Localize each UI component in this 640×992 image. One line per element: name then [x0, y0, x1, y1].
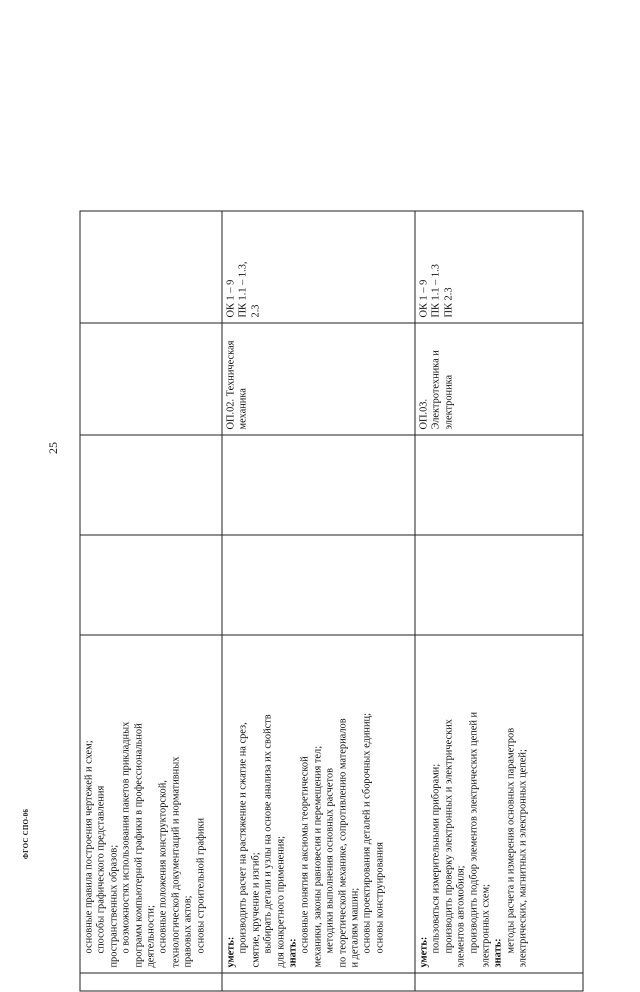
discipline-cell	[415, 323, 583, 435]
content-line: электронных схем;	[480, 884, 492, 968]
document-footer-label: ФГОС СПО-06	[22, 808, 30, 860]
content-line: технологической документаций и нормативных	[170, 756, 182, 968]
section-heading: знать:	[492, 938, 504, 968]
index-cell	[415, 973, 583, 991]
empty-cell	[222, 435, 415, 535]
discipline-line: ОП.02. Техническая	[225, 340, 237, 430]
empty-cell	[415, 535, 583, 635]
competency-line: ОК 1 – 9	[418, 279, 430, 318]
discipline-line: Электротехника и	[430, 350, 442, 430]
table-row	[222, 211, 415, 991]
content-line: основы строительной графики	[195, 818, 207, 954]
content-line: методы расчета и измерения основных параметров	[505, 727, 517, 954]
content-line: способы графического представления	[95, 785, 107, 954]
empty-cell	[80, 435, 222, 535]
competency-cell	[415, 211, 583, 323]
competency-line: ПК 1.1 – 1.3,	[237, 261, 249, 318]
content-line: производить подбор элементов электрических цепей и	[468, 711, 480, 954]
curriculum-table-rotated	[80, 212, 583, 992]
discipline-line: электроника	[443, 374, 455, 430]
discipline-line: механика	[237, 388, 249, 430]
discipline-cell	[80, 323, 222, 435]
content-line: основы конструирования	[374, 842, 386, 954]
empty-cell	[415, 435, 583, 535]
table-row	[415, 211, 583, 991]
section-heading: уметь:	[418, 936, 430, 968]
curriculum-table	[80, 211, 584, 992]
empty-cell	[80, 535, 222, 635]
discipline-line: ОП.03.	[418, 398, 430, 430]
content-line: деятельности;	[145, 905, 157, 968]
content-line: программ компьютерной графики в профессиональной	[133, 723, 145, 968]
content-line: основные правила построения чертежей и схем;	[83, 740, 95, 954]
content-line: методики выполнения основных расчетов	[324, 767, 336, 954]
content-line: выбирать детали и узлы на основе анализа их свойств	[262, 714, 274, 954]
competency-line: ПК 2.3	[443, 287, 455, 318]
content-line: элементов автомобиля;	[455, 865, 467, 968]
content-line: о возможностях использования пакетов прикладных	[120, 721, 132, 954]
section-heading: уметь:	[225, 936, 237, 968]
content-line: механики, законы равновесия и перемещения тел;	[312, 745, 324, 968]
content-line: правовых актов;	[182, 895, 194, 968]
content-line: производить расчет на растяжение и сжатие на срез,	[237, 722, 249, 954]
content-line: пользоваться измерительными приборами;	[430, 763, 442, 954]
content-cell	[415, 635, 583, 973]
competency-cell	[222, 211, 415, 323]
content-line: электрических, магнитных и электронных цепей;	[517, 749, 529, 968]
content-line: основы проектирования деталей и сборочных единиц;	[361, 713, 373, 954]
table-row	[80, 211, 222, 991]
content-cell	[222, 635, 415, 973]
competency-line: ПК 1.1 – 1.3	[430, 264, 442, 318]
section-heading: знать:	[287, 938, 299, 968]
page-number: 25	[46, 442, 60, 454]
content-line: основные положения конструкторской,	[157, 780, 169, 954]
content-line: основные понятия и аксиомы теоретической	[299, 756, 311, 954]
competency-line: 2.3	[250, 304, 262, 318]
content-line: для конкретного применения;	[275, 835, 287, 968]
competency-cell	[80, 211, 222, 323]
content-cell	[80, 635, 222, 973]
content-line: по теоретической механике, сопротивлению материалов	[337, 718, 349, 968]
content-line: смятие, кручение и изгиб;	[250, 852, 262, 968]
index-cell	[222, 973, 415, 991]
competency-line: ОК 1 – 9	[225, 279, 237, 318]
empty-cell	[222, 535, 415, 635]
content-line: и деталям машин;	[349, 887, 361, 968]
discipline-cell	[222, 323, 415, 435]
content-line: пространственных образов;	[108, 844, 120, 968]
content-line: производить проверку электронных и электрических	[443, 719, 455, 954]
index-cell	[80, 973, 222, 991]
